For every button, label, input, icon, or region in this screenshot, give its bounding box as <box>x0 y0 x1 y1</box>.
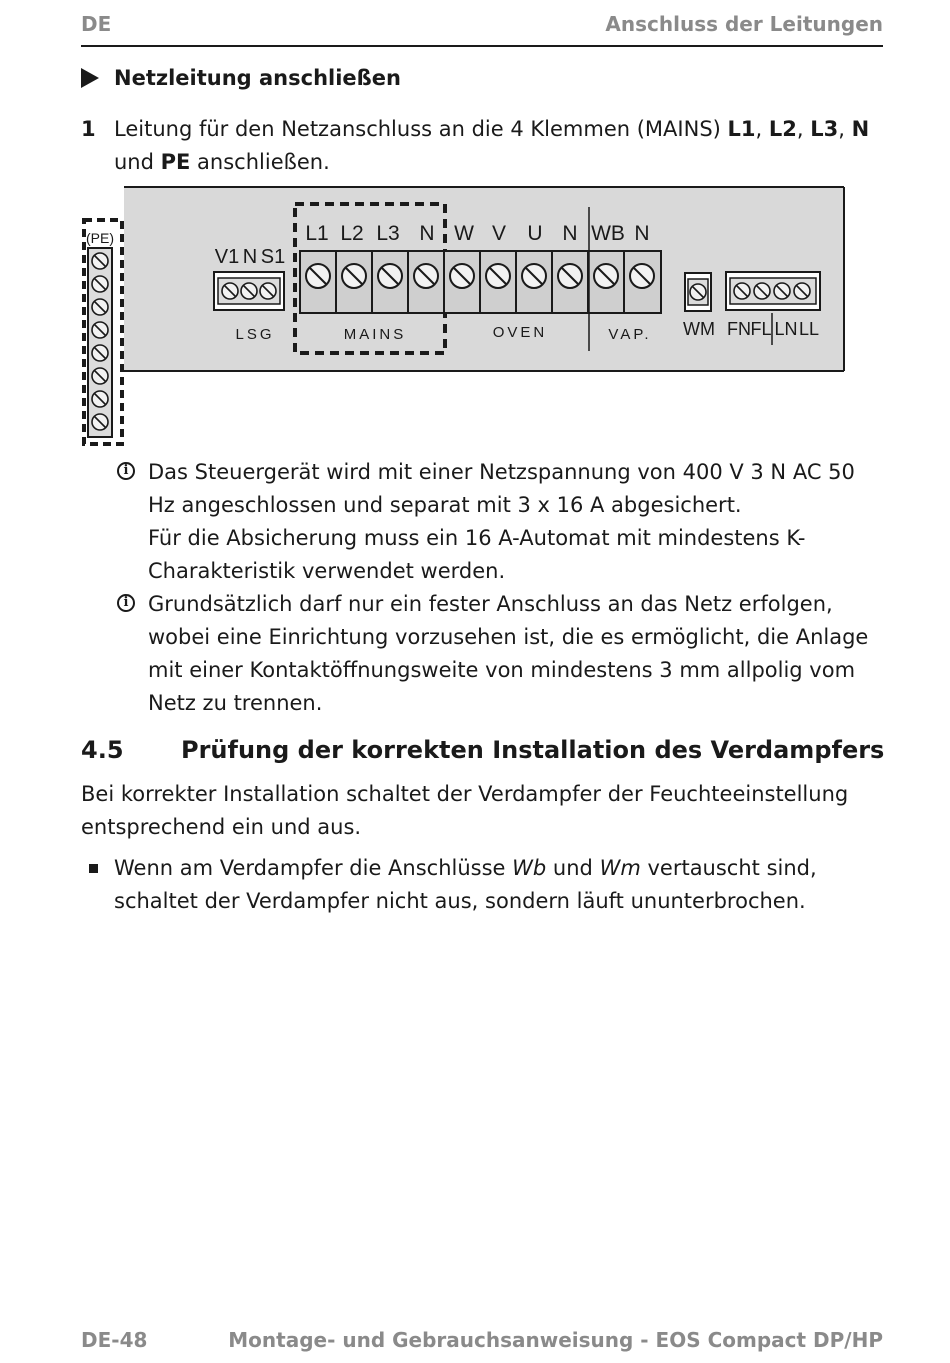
oven-terminal-label: V <box>491 222 507 245</box>
sep: , <box>755 117 769 141</box>
term-pe: PE <box>160 150 191 174</box>
note-line: Grundsätzlich darf nur ein fester Anschluss an das Netz erfolgen, wobei eine Einrichtung vorzusehen ist, die es ermöglicht, die Anlage mit einer Kontaktöffnungsweite von mindestens 3 mm allpolig vom Netz zu trennen. <box>148 592 869 715</box>
term-l3: L3 <box>810 117 839 141</box>
note-line: Für die Absicherung muss ein 16 A-Automat mit mindestens K-Charakteristik verwendet werden. <box>148 526 806 583</box>
action-label: Netzleitung anschließen <box>114 66 401 90</box>
info-note <box>115 456 883 588</box>
step-text-part: und <box>114 150 161 174</box>
term-wb: Wb <box>512 856 547 880</box>
oven-terminal-label: W <box>454 222 474 245</box>
term-wm: Wm <box>599 856 641 880</box>
sep: , <box>838 117 852 141</box>
section-heading <box>81 736 884 764</box>
mains-terminal-label: L1 <box>305 222 329 245</box>
oven-terminal-label: U <box>527 222 543 245</box>
mains-terminal-label: N <box>419 222 435 245</box>
step-text <box>114 113 883 179</box>
lsg-group-label: LSG <box>235 326 275 343</box>
vap-terminal-label: WB <box>591 222 625 245</box>
step-number: 1 <box>81 117 96 141</box>
note-line: Das Steuergerät wird mit einer Netzspannung von 400 V 3 N AC 50 Hz angeschlossen und separat mit 3 x 16 A abgesichert. <box>148 460 855 517</box>
info-note <box>115 588 883 720</box>
right-terminal-label: LL <box>798 319 820 339</box>
bullet-text-part: Wenn am Verdampfer die Anschlüsse <box>114 856 513 880</box>
oven-terminal-label: N <box>562 222 578 245</box>
sep: , <box>796 117 811 141</box>
lsg-terminal-label: S1 <box>260 246 286 268</box>
term-n: N <box>851 117 870 141</box>
right-terminal-label: FL <box>750 319 772 339</box>
bullet-text <box>114 852 883 918</box>
header-language: DE <box>81 12 112 36</box>
section-number: 4.5 <box>81 736 124 764</box>
step-1 <box>81 113 883 179</box>
mains-terminal-label: L3 <box>376 222 400 245</box>
info-notes <box>115 456 883 720</box>
term-l2: L2 <box>768 117 797 141</box>
wm-label: WM <box>683 319 715 339</box>
pe-label: (PE) <box>86 230 114 246</box>
step-text-part: anschließen. <box>190 150 330 174</box>
right-terminal-label: FN <box>727 319 751 339</box>
oven-group-label: OVEN <box>492 324 548 341</box>
right-terminal-label: LN <box>774 319 798 339</box>
step-text-part: Leitung für den Netzanschluss an die 4 Klemmen (MAINS) <box>114 117 728 141</box>
terminal-diagram <box>78 185 848 450</box>
lsg-terminal-label: N <box>242 246 258 268</box>
bullet-text-part: vertauscht sind, schaltet der Verdampfer nicht aus, sondern läuft ununterbrochen. <box>114 856 817 913</box>
header-chapter: Anschluss der Leitungen <box>605 12 883 36</box>
mains-terminal-label: L2 <box>340 222 364 245</box>
document-title: Montage- und Gebrauchsanweisung - EOS Compact DP/HP <box>228 1328 883 1352</box>
mains-group-label: MAINS <box>343 326 407 343</box>
lsg-terminal-label: V1 <box>214 246 240 268</box>
page-number: DE-48 <box>81 1328 148 1352</box>
info-icon: i <box>117 462 135 480</box>
triangle-right-icon <box>81 68 99 88</box>
info-icon: i <box>117 594 135 612</box>
term-l1: L1 <box>727 117 756 141</box>
bullet-text-part: und <box>546 856 600 880</box>
section-title: Prüfung der korrekten Installation des Verdampfers <box>181 736 885 764</box>
vap-group-label: VAP. <box>608 326 652 343</box>
bullet-item <box>81 852 883 918</box>
square-bullet-icon <box>89 864 98 873</box>
section-body: Bei korrekter Installation schaltet der Verdampfer der Feuchteeinstellung entsprechend ein und aus. <box>81 782 849 839</box>
page-footer <box>81 1328 883 1352</box>
vap-terminal-label: N <box>634 222 650 245</box>
page-header <box>81 12 883 47</box>
action-heading <box>81 66 401 90</box>
